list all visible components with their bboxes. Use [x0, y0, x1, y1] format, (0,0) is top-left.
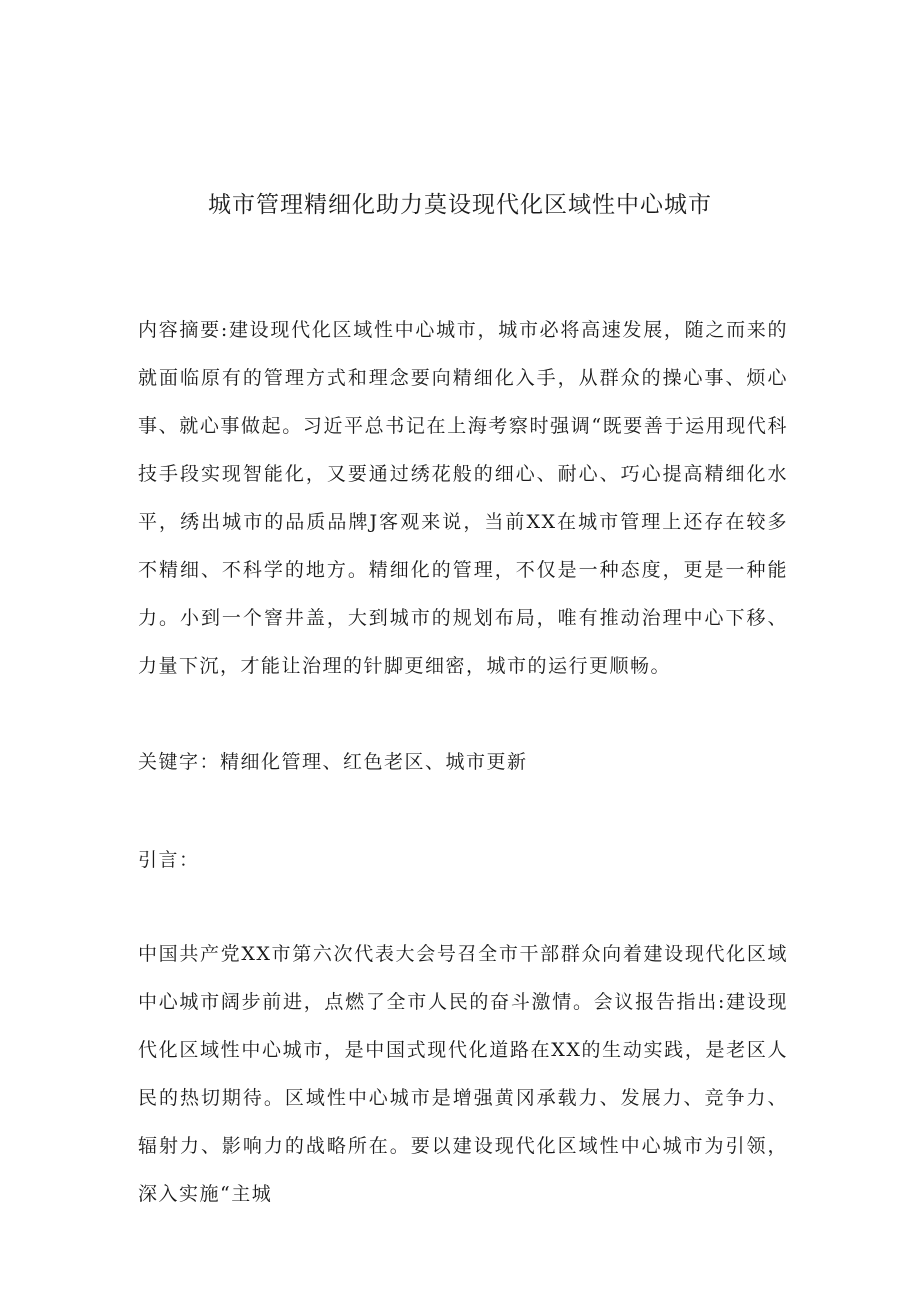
abstract-paragraph: 内容摘要:建设现代化区域性中心城市，城市必将高速发展，随之而来的就面临原有的管理方式和理念要向精细化入手，从群众的操心事、烦心事、就心事做起。习近平总书记在上海考察时强调“既要善于运用现代科技手段实现智能化，又要通过绣花般的细心、耐心、巧心提高精细化水平，绣出城市的品质品牌J客观来说，当前XX在城市管理上还存在较多不精细、不科学的地方。精细化的管理，不仅是一种态度，更是一种能力。小到一个窨井盖，大到城市的规划布局，唯有推动治理中心下移、力量下沉，才能让治理的针脚更细密，城市的运行更顺畅。 — [138, 319, 788, 677]
introduction-paragraph: 中国共产党XX市第六次代表大会号召全市干部群众向着建设现代化区域中心城市阔步前进，点燃了全市人民的奋斗激情。会议报告指出:建设现代化区域性中心城市，是中国式现代化道路在XX的生动实践，是老区人民的热切期待。区域性中心城市是增强黄冈承载力、发展力、竞争力、辐射力、影响力的战略所在。要以建设现代化区域性中心城市为引领，深入实施“主城 — [138, 943, 788, 1205]
document-title: 城市管理精细化助力莫设现代化区域性中心城市 — [208, 192, 712, 218]
keywords-line: 关键字：精细化管理、红色老区、城市更新 — [138, 751, 528, 773]
introduction-heading: 引言： — [138, 849, 200, 871]
